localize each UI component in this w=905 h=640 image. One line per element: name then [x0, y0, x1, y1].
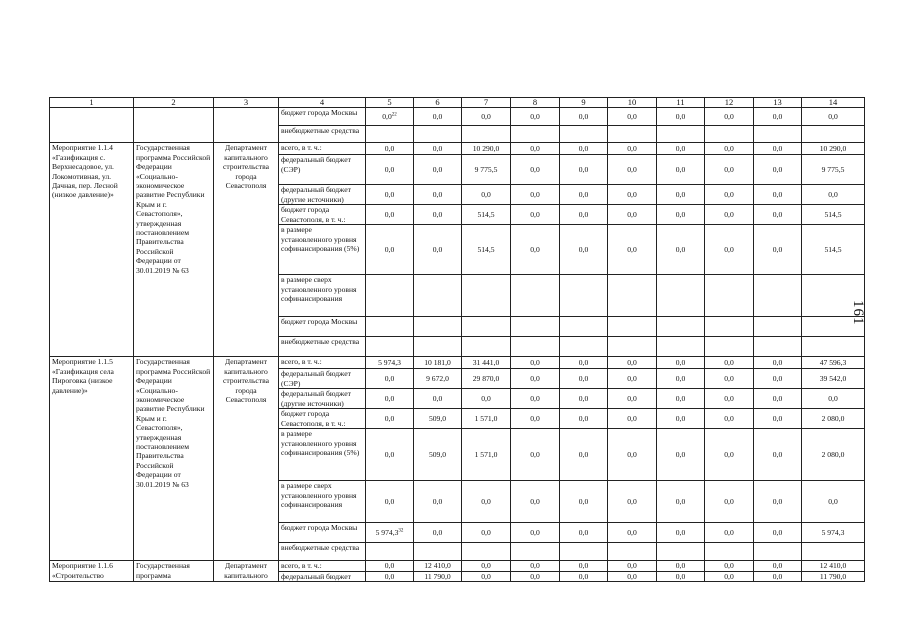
source-label: в размере сверх установленного уровня софинансирования: [279, 275, 366, 317]
value-cell: [754, 543, 802, 561]
value-cell: 509,0: [414, 429, 462, 481]
column-header: 10: [608, 98, 657, 108]
value-cell: 514,5: [462, 205, 511, 225]
value-cell: 0,0: [560, 369, 608, 389]
value-cell: 1 571,0: [462, 409, 511, 429]
value-cell: 0,0: [366, 561, 414, 571]
value-cell: 0,0: [608, 571, 657, 581]
page-number: 161: [850, 300, 866, 326]
value-cell: [414, 275, 462, 317]
executor-cell: [214, 108, 279, 143]
value-cell: 0,0: [414, 225, 462, 275]
value-cell: [608, 317, 657, 337]
value-cell: [754, 275, 802, 317]
value-cell: 0,0: [754, 481, 802, 523]
value-cell: 5 974,3: [366, 357, 414, 369]
source-label: всего, в т. ч.:: [279, 561, 366, 571]
value-cell: 0,0: [560, 108, 608, 126]
value-cell: 0,0: [657, 571, 705, 581]
column-header: 1: [50, 98, 134, 108]
value-cell: 0,0: [657, 205, 705, 225]
value-cell: 0,0: [754, 357, 802, 369]
value-cell: $0,0^{22}$: [366, 108, 414, 126]
value-cell: 9 775,5: [462, 155, 511, 185]
value-cell: [705, 126, 754, 143]
source-label: в размере сверх установленного уровня софинансирования: [279, 481, 366, 523]
value-cell: 0,0: [608, 389, 657, 409]
value-cell: 10 290,0: [802, 143, 865, 155]
value-cell: 0,0: [560, 409, 608, 429]
value-cell: [511, 543, 560, 561]
value-cell: 5 974,3$^{32}$: [366, 523, 414, 543]
value-cell: 0,0: [560, 205, 608, 225]
value-cell: 11 790,0: [802, 571, 865, 581]
table-row: [50, 108, 865, 126]
source-label: всего, в т. ч.:: [279, 357, 366, 369]
value-cell: 0,0: [511, 369, 560, 389]
value-cell: 0,0: [705, 357, 754, 369]
value-cell: 0,0: [754, 571, 802, 581]
source-label: федеральный бюджет (другие источники): [279, 185, 366, 205]
value-cell: 0,0: [705, 155, 754, 185]
value-cell: [705, 337, 754, 357]
value-cell: 0,0: [462, 561, 511, 571]
value-cell: 0,0: [511, 389, 560, 409]
value-cell: 0,0: [366, 185, 414, 205]
value-cell: 0,0: [511, 409, 560, 429]
source-label: федеральный бюджет: [279, 571, 366, 581]
value-cell: 0,0: [560, 155, 608, 185]
value-cell: 0,0: [560, 143, 608, 155]
value-cell: 0,0: [705, 108, 754, 126]
value-cell: [511, 317, 560, 337]
value-cell: 0,0: [705, 429, 754, 481]
value-cell: [705, 317, 754, 337]
value-cell: 0,0: [462, 481, 511, 523]
value-cell: [366, 275, 414, 317]
value-cell: 0,0: [754, 429, 802, 481]
column-header: 11: [657, 98, 705, 108]
value-cell: 0,0: [608, 357, 657, 369]
value-cell: 10 290,0: [462, 143, 511, 155]
value-cell: 509,0: [414, 409, 462, 429]
value-cell: 47 596,3: [802, 357, 865, 369]
value-cell: [414, 543, 462, 561]
value-cell: 0,0: [366, 429, 414, 481]
value-cell: 0,0: [414, 389, 462, 409]
value-cell: 0,0: [657, 143, 705, 155]
value-cell: 0,0: [560, 561, 608, 571]
executor-cell: Департамент капитального: [214, 561, 279, 582]
value-cell: [511, 275, 560, 317]
value-cell: [608, 543, 657, 561]
value-cell: 0,0: [511, 523, 560, 543]
value-cell: 0,0: [754, 225, 802, 275]
value-cell: 0,0: [657, 409, 705, 429]
value-cell: 0,0: [608, 561, 657, 571]
value-cell: 0,0: [754, 523, 802, 543]
value-cell: 0,0: [462, 108, 511, 126]
value-cell: 0,0: [511, 571, 560, 581]
value-cell: 0,0: [754, 155, 802, 185]
value-cell: 0,0: [560, 225, 608, 275]
source-label: бюджет города Севастополя, в т. ч.:: [279, 409, 366, 429]
value-cell: [414, 317, 462, 337]
program-cell: Государственная программа: [134, 561, 214, 582]
source-label: федеральный бюджет (СЭР): [279, 155, 366, 185]
value-cell: 0,0: [560, 523, 608, 543]
value-cell: 0,0: [802, 481, 865, 523]
source-label: в размере установленного уровня софинансирования (5%): [279, 429, 366, 481]
value-cell: 0,0: [705, 561, 754, 571]
value-cell: [657, 126, 705, 143]
value-cell: 0,0: [511, 481, 560, 523]
program-cell: Государственная программа Российской Федерации «Социально-экономическое развитие Республики Крым и г. Севастополя», утвержденная постановлением Правительства Российской Федерации от 30.01.2019 № 63: [134, 357, 214, 561]
value-cell: 0,0: [705, 389, 754, 409]
value-cell: [462, 317, 511, 337]
value-cell: [705, 543, 754, 561]
value-cell: 0,0: [705, 523, 754, 543]
value-cell: 2 080,0: [802, 409, 865, 429]
value-cell: 0,0: [414, 155, 462, 185]
executor-cell: Департамент капитального строительства города Севастополя: [214, 357, 279, 561]
value-cell: [511, 337, 560, 357]
value-cell: 0,0: [511, 155, 560, 185]
value-cell: 0,0: [754, 108, 802, 126]
value-cell: 0,0: [657, 369, 705, 389]
footnote-mark: 32: [398, 528, 404, 534]
value-cell: 0,0: [608, 369, 657, 389]
value-cell: [657, 275, 705, 317]
value-cell: 0,0: [608, 429, 657, 481]
table-body: [50, 98, 865, 582]
value-cell: 0,0: [462, 523, 511, 543]
column-header: 7: [462, 98, 511, 108]
program-cell: Государственная программа Российской Федерации «Социально-экономическое развитие Республики Крым и г. Севастополя», утвержденная постановлением Правительства Российской Федерации от 30.01.2019 № 63: [134, 143, 214, 357]
value-cell: [560, 337, 608, 357]
value-cell: 0,0: [414, 523, 462, 543]
value-cell: [657, 543, 705, 561]
value-cell: [560, 317, 608, 337]
value-cell: [802, 126, 865, 143]
value-cell: 0,0: [608, 155, 657, 185]
event-cell: Мероприятие 1.1.5 «Газификация села Пироговка (низкое давление)»: [50, 357, 134, 561]
column-header: 14: [802, 98, 865, 108]
value-cell: [366, 317, 414, 337]
value-cell: 0,0: [366, 205, 414, 225]
column-header: 5: [366, 98, 414, 108]
value-cell: 0,0: [754, 369, 802, 389]
column-header: 8: [511, 98, 560, 108]
value-cell: 0,0: [366, 481, 414, 523]
value-cell: [462, 275, 511, 317]
source-label: бюджет города Москвы: [279, 317, 366, 337]
value-cell: 0,0: [705, 369, 754, 389]
value-cell: 0,0: [608, 205, 657, 225]
value-cell: 0,0: [705, 571, 754, 581]
footnote-mark: 22: [391, 112, 397, 118]
value-cell: 39 542,0: [802, 369, 865, 389]
column-header: 2: [134, 98, 214, 108]
value-cell: [366, 543, 414, 561]
value-cell: 0,0: [705, 225, 754, 275]
value-cell: 0,0: [705, 205, 754, 225]
value-cell: 0,0: [657, 481, 705, 523]
value-cell: [608, 126, 657, 143]
value-cell: 0,0: [511, 185, 560, 205]
value-cell: 0,0: [414, 108, 462, 126]
budget-table: [49, 97, 865, 582]
value-cell: [754, 337, 802, 357]
value-cell: 0,0: [366, 571, 414, 581]
value-cell: 11 790,0: [414, 571, 462, 581]
value-cell: 0,0: [366, 155, 414, 185]
column-header: 9: [560, 98, 608, 108]
value-cell: 0,0: [560, 571, 608, 581]
value-cell: 0,0: [705, 409, 754, 429]
value-cell: 0,0: [802, 108, 865, 126]
value-cell: [802, 317, 865, 337]
value-cell: [754, 317, 802, 337]
value-cell: 0,0: [754, 205, 802, 225]
value-cell: [657, 337, 705, 357]
value-cell: 0,0: [511, 225, 560, 275]
value-cell: [802, 275, 865, 317]
value-cell: 514,5: [802, 205, 865, 225]
value-cell: 0,0: [657, 357, 705, 369]
value-cell: 0,0: [414, 185, 462, 205]
value-cell: 0,0: [754, 389, 802, 409]
value-cell: 0,0: [560, 357, 608, 369]
value-cell: 0,0: [414, 143, 462, 155]
value-cell: [462, 126, 511, 143]
value-cell: [705, 275, 754, 317]
table-row: [50, 357, 865, 369]
value-cell: [511, 126, 560, 143]
value-cell: 0,0: [754, 561, 802, 571]
value-cell: 0,0: [657, 185, 705, 205]
event-cell: [50, 108, 134, 143]
value-cell: 0,0: [657, 389, 705, 409]
value-cell: 0,0: [657, 429, 705, 481]
value-cell: 0,0: [366, 369, 414, 389]
value-cell: 0,0: [462, 185, 511, 205]
column-header: 6: [414, 98, 462, 108]
value-cell: [754, 126, 802, 143]
value-cell: 0,0: [414, 481, 462, 523]
value-cell: 0,0: [608, 185, 657, 205]
source-label: бюджет города Москвы: [279, 108, 366, 126]
value-cell: 0,0: [705, 143, 754, 155]
value-cell: 0,0: [802, 185, 865, 205]
value-cell: [462, 337, 511, 357]
value-cell: 514,5: [802, 225, 865, 275]
value-cell: 0,0: [657, 155, 705, 185]
source-label: федеральный бюджет (СЭР): [279, 369, 366, 389]
value-cell: 0,0: [511, 108, 560, 126]
value-cell: [608, 275, 657, 317]
value-cell: 12 410,0: [414, 561, 462, 571]
value-cell: 5 974,3: [802, 523, 865, 543]
value-cell: 0,0: [511, 205, 560, 225]
value-cell: 10 181,0: [414, 357, 462, 369]
header-row: [50, 98, 865, 108]
source-label: федеральный бюджет (другие источники): [279, 389, 366, 409]
value-cell: 31 441,0: [462, 357, 511, 369]
value-cell: 12 410,0: [802, 561, 865, 571]
value-cell: 0,0: [511, 561, 560, 571]
value-cell: 0,0: [511, 357, 560, 369]
value-cell: 0,0: [366, 143, 414, 155]
value-cell: 0,0: [560, 389, 608, 409]
value-cell: 0,0: [608, 108, 657, 126]
column-header: 13: [754, 98, 802, 108]
source-label: всего, в т. ч.:: [279, 143, 366, 155]
value-cell: 0,0: [657, 523, 705, 543]
value-cell: 0,0: [560, 185, 608, 205]
value-cell: 0,0: [608, 481, 657, 523]
value-cell: 0,0: [414, 205, 462, 225]
value-cell: [560, 126, 608, 143]
value-cell: [366, 126, 414, 143]
value-cell: [608, 337, 657, 357]
source-label: внебюджетные средства: [279, 543, 366, 561]
value-cell: 0,0: [705, 185, 754, 205]
value-cell: [560, 543, 608, 561]
value-cell: 0,0: [657, 225, 705, 275]
value-cell: 0,0: [657, 108, 705, 126]
value-cell: 0,0: [754, 185, 802, 205]
value-cell: 0,0: [462, 389, 511, 409]
value-cell: 9 775,5: [802, 155, 865, 185]
value-cell: 0,0: [560, 481, 608, 523]
value-cell: 514,5: [462, 225, 511, 275]
value-cell: 0,0: [754, 143, 802, 155]
value-cell: [462, 543, 511, 561]
value-cell: 0,0: [511, 143, 560, 155]
table-row: [50, 561, 865, 571]
event-cell: Мероприятие 1.1.6 «Строительство: [50, 561, 134, 582]
event-cell: Мероприятие 1.1.4 «Газификация с. Верхнесадовое, ул. Локомотивная, ул. Дачная, пер. Лесной (низкое давление)»: [50, 143, 134, 357]
value-cell: 0,0: [560, 429, 608, 481]
value-cell: 29 870,0: [462, 369, 511, 389]
value-cell: 0,0: [608, 523, 657, 543]
value-cell: 0,0: [366, 225, 414, 275]
value-cell: 0,0: [657, 561, 705, 571]
value-cell: 2 080,0: [802, 429, 865, 481]
source-label: бюджет города Севастополя, в т. ч.:: [279, 205, 366, 225]
value-cell: 0,0: [462, 571, 511, 581]
column-header: 3: [214, 98, 279, 108]
value-cell: 9 672,0: [414, 369, 462, 389]
value-cell: [414, 126, 462, 143]
column-header: 4: [279, 98, 366, 108]
value-cell: [802, 543, 865, 561]
value-cell: [366, 337, 414, 357]
source-label: бюджет города Москвы: [279, 523, 366, 543]
column-header: 12: [705, 98, 754, 108]
value-cell: 0,0: [511, 429, 560, 481]
value-cell: 0,0: [608, 409, 657, 429]
source-label: в размере установленного уровня софинансирования (5%): [279, 225, 366, 275]
value-cell: 0,0: [705, 481, 754, 523]
value-cell: [802, 337, 865, 357]
value-cell: 0,0: [608, 225, 657, 275]
value-cell: 0,0: [366, 389, 414, 409]
table-row: [50, 143, 865, 155]
source-label: внебюджетные средства: [279, 337, 366, 357]
value-cell: 1 571,0: [462, 429, 511, 481]
value-cell: [414, 337, 462, 357]
value-cell: 0,0: [754, 409, 802, 429]
value-cell: 0,0: [802, 389, 865, 409]
program-cell: [134, 108, 214, 143]
value-cell: 0,0: [608, 143, 657, 155]
source-label: внебюджетные средства: [279, 126, 366, 143]
value-cell: 0,0: [366, 409, 414, 429]
executor-cell: Департамент капитального строительства города Севастополя: [214, 143, 279, 357]
value-cell: [560, 275, 608, 317]
value-cell: [657, 317, 705, 337]
